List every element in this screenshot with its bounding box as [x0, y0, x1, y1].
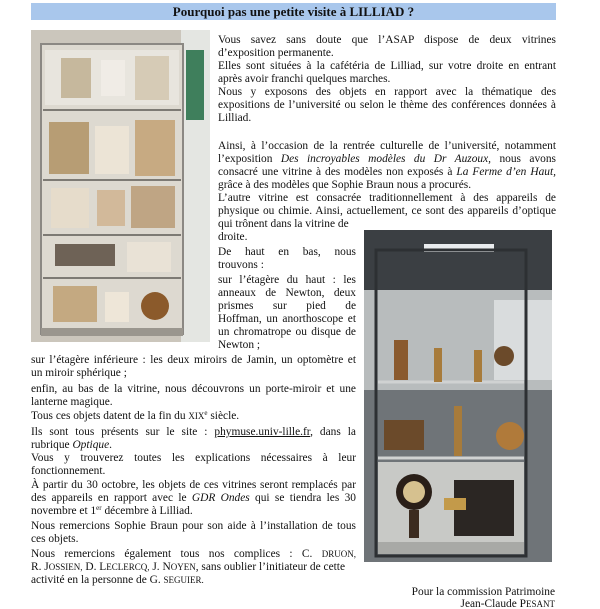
paragraph-line: Vous savez sans doute que l’ASAP dispose de deux vitrines: [218, 34, 556, 46]
paragraph-line: enfin, au bas de la vitrine, nous découvrons un porte-miroir et une: [31, 383, 356, 395]
paragraph-line: fonctionnement.: [31, 465, 106, 477]
paragraph-line: physique ou chimie. Ainsi, actuellement, ce sont des appareils d’optique: [218, 205, 556, 217]
paragraph-line: Nous remercions Sophie Braun pour son aide à l’installation de tous: [31, 520, 356, 532]
paragraph-line: L’autre vitrine est consacrée traditionnellement à des appareils de: [218, 192, 556, 204]
paragraph-line: qui trônent dans la vitrine de: [218, 218, 349, 230]
text-fragment: J. N: [152, 561, 171, 573]
paragraph-line: d’exposition permanente.: [218, 47, 334, 59]
paragraph-line: À partir du 30 octobre, les objets de ces vitrines seront remplacés par: [31, 479, 356, 491]
superscript: e: [204, 409, 208, 417]
text-fragment: D. L: [85, 561, 107, 573]
paragraph-line: Newton ;: [218, 339, 261, 351]
paragraph-line: expositions de l’université ou selon le thème des conférences données à: [218, 99, 556, 111]
paragraph-line: [31, 561, 345, 574]
text-fragment: des appareils en rapport avec le: [31, 492, 187, 504]
paragraph-line: droite.: [218, 231, 248, 243]
text-fragment: Jean-Claude P: [460, 598, 526, 609]
text-fragment: , dans la: [310, 426, 356, 438]
text-fragment: l’exposition: [218, 153, 273, 165]
text-fragment-italic: La Ferme d’en Haut,: [456, 166, 556, 178]
text-fragment: activité en la personne de G.: [31, 574, 161, 586]
text-fragment: Ils sont tous présents sur le site :: [31, 426, 208, 438]
paragraph-line: prismes sur pied de: [218, 300, 356, 312]
paragraph-line: un miroir sphérique ;: [31, 367, 127, 379]
signature-author: [461, 598, 555, 609]
text-fragment-italic: Des incroyables modèles du Dr Auzoux,: [280, 153, 492, 165]
text-fragment: consacré une vitrine à des modèles non exposés à: [218, 166, 453, 178]
paragraph-line: [31, 505, 193, 518]
text-fragment: décembre à Lilliad.: [104, 505, 193, 517]
site-link[interactable]: phymuse.univ-lille.fr: [214, 426, 311, 438]
text-fragment: SEGUIER.: [163, 575, 204, 585]
superscript: er: [96, 504, 102, 512]
text-fragment: OSSIEN,: [48, 562, 83, 572]
text-fragment: ECLERCQ,: [106, 562, 150, 572]
signature-commission: Pour la commission Patrimoine: [411, 586, 555, 598]
text-fragment: Tous ces objets datent de la fin du: [31, 410, 186, 422]
display-case-left-illustration: [31, 30, 210, 342]
text-fragment: XIX: [188, 411, 205, 421]
paragraph-line: Elles sont situées à la cafétéria de Lilliad, sur votre droite en entrant: [218, 60, 556, 72]
paragraph-line: [31, 574, 204, 587]
paragraph-line: Vous y trouverez toutes les explications nécessaires à leur: [31, 452, 356, 464]
paragraph-line: sur l’étagère du haut : les: [218, 274, 356, 286]
photo-right-display-case: [364, 230, 552, 562]
paragraph-line: grâce à des modèles que Sophie Braun nous a procurés.: [218, 179, 472, 191]
paragraph-line: [31, 439, 112, 452]
display-case-right-illustration: [364, 230, 552, 562]
paragraph-line: ces objets.: [31, 533, 79, 545]
text-fragment-italic: GDR Ondes: [191, 492, 250, 504]
text-fragment: qui se tiendra les 30: [255, 492, 356, 504]
article-title: Pourquoi pas une petite visite à LILLIAD ?: [31, 3, 556, 20]
paragraph-line: après avoir franchi quelques marches.: [218, 73, 391, 85]
text-fragment: rubrique: [31, 439, 70, 451]
text-fragment: .: [109, 439, 113, 451]
paragraph-line: Nous y exposons des objets en rapport avec la thématique des: [218, 86, 556, 98]
text-fragment: nous avons: [499, 153, 556, 165]
text-fragment: , sans oublier l’initiateur de cette: [195, 561, 346, 573]
paragraph-line: Lilliad.: [218, 112, 252, 124]
paragraph-line: [218, 153, 556, 166]
paragraph-line: [31, 426, 356, 439]
paragraph-line: un chromatrope ou disque de: [218, 326, 356, 338]
text-fragment: novembre et 1: [31, 505, 97, 517]
paragraph-line: [218, 166, 556, 179]
paragraph-line: De haut en bas, nous: [218, 246, 356, 258]
paragraph-line: trouvons :: [218, 259, 264, 271]
text-fragment-italic: Optique: [72, 439, 110, 451]
text-fragment: OYEN: [170, 562, 196, 572]
text-fragment: Nous remercions également tous nos complices : C.: [31, 548, 313, 560]
text-fragment: R. J: [31, 561, 49, 573]
paragraph-line: Ainsi, à l’occasion de la rentrée culturelle de l’université, notamment: [218, 140, 556, 152]
paragraph-line: [31, 492, 356, 505]
photo-left-display-case: [31, 30, 210, 342]
paragraph-line: lanterne magique.: [31, 396, 113, 408]
paragraph-line: [31, 410, 239, 423]
paragraph-line: Hoffman, un anorthoscope et: [218, 313, 356, 325]
text-fragment: DRUON,: [321, 549, 356, 559]
paragraph-line: [31, 548, 356, 561]
paragraph-line: sur l’étagère inférieure : les deux miroirs de Jamin, un optomètre et: [31, 354, 356, 366]
paragraph-line: anneaux de Newton, deux: [218, 287, 356, 299]
text-fragment: ESANT: [526, 599, 555, 609]
text-fragment: siècle.: [210, 410, 240, 422]
